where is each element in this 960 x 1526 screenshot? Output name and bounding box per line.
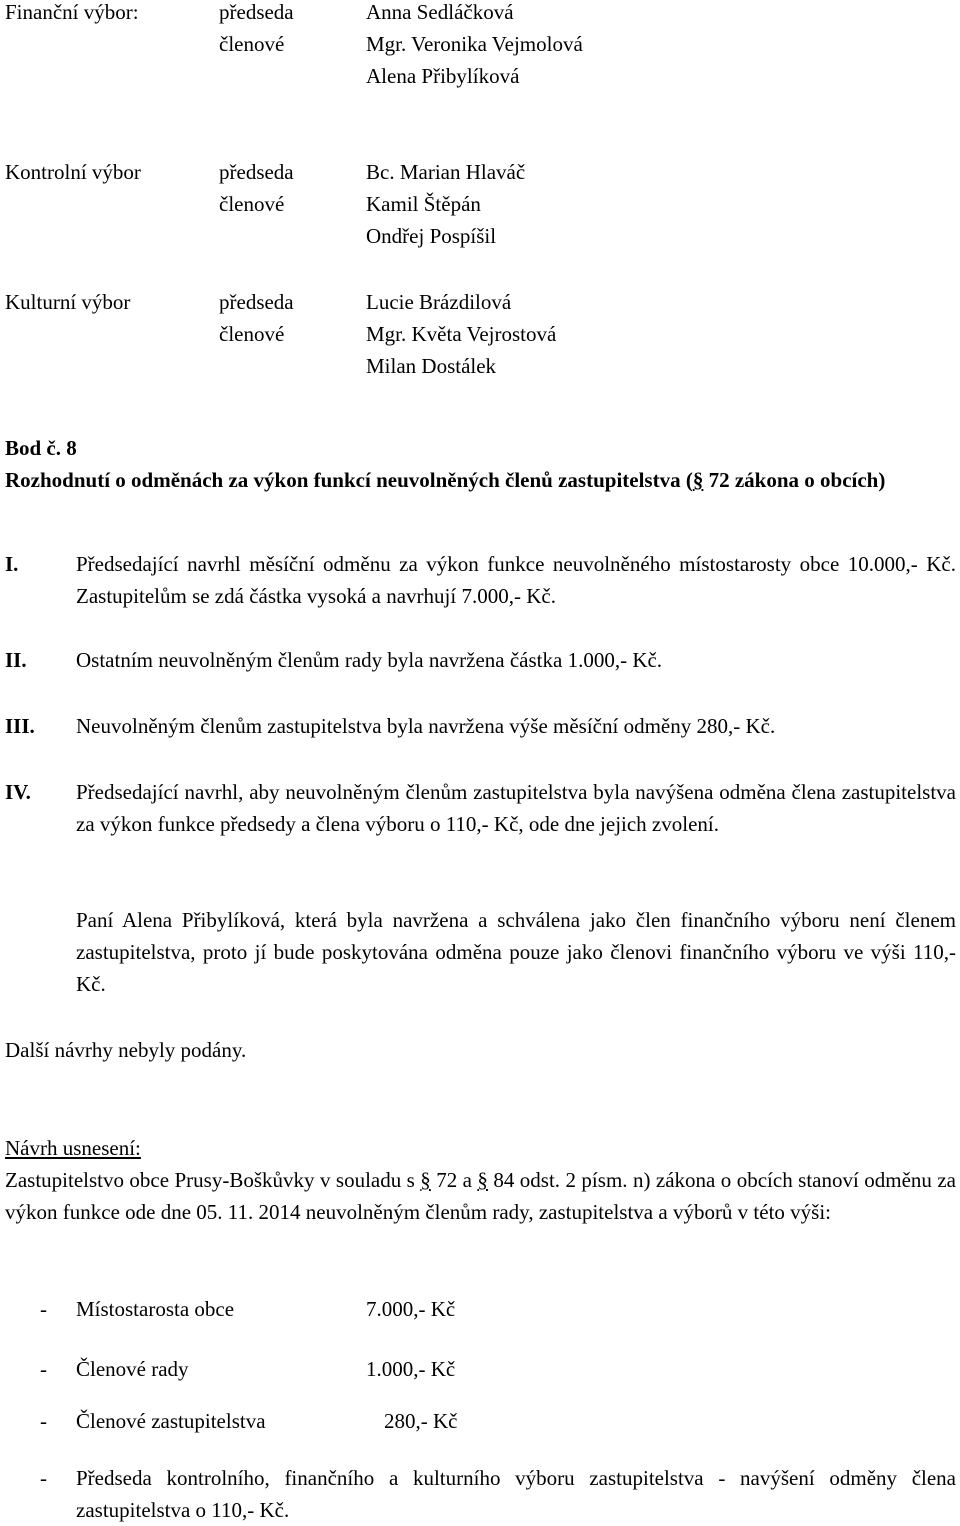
members-role: členové — [219, 192, 285, 216]
item-value: 7.000,- Kč — [366, 1297, 456, 1321]
section-sign: § — [420, 1168, 431, 1192]
bod-title-part1: Rozhodnutí o odměnách za výkon funkcí neuvolněných členů zastupitelstva ( — [5, 468, 693, 492]
item-dash: - — [40, 1357, 47, 1381]
chair-name: Anna Sedláčková — [366, 0, 514, 24]
member-name: Ondřej Pospíšil — [366, 224, 497, 248]
section-sign: § — [692, 468, 704, 492]
chair-role: předseda — [219, 160, 294, 184]
point-text: Neuvolněným členům zastupitelstva byla navržena výše měsíční odměny 280,- Kč. — [76, 714, 776, 738]
point-text: Předsedající navrhl, aby neuvolněným členům zastupitelstva byla navýšena odměna člena zastupitelstva za výkon funkce předsedy a člena výboru o 110,- Kč, ode dne jejich zvolení. — [76, 780, 956, 836]
point-number: III. — [5, 714, 35, 738]
member-name: Alena Přibylíková — [366, 64, 520, 88]
item-label: Předseda kontrolního, finančního a kulturního výboru zastupitelstva - navýšení odměny člena zastupitelstva o 110,- Kč. — [76, 1466, 956, 1522]
item-value: 280,- Kč — [384, 1409, 458, 1433]
item-dash: - — [40, 1466, 47, 1490]
member-name: Mgr. Květa Vejrostová — [366, 322, 557, 346]
item-dash: - — [40, 1409, 47, 1433]
chair-name: Bc. Marian Hlaváč — [366, 160, 526, 184]
resolution-text-part3: 84 odst. 2 písm. n) zákona o obcích stanoví odměnu za výkon funkce ode dne 05. 11. 2014 neuvolněným členům rady, zastupitelstva a výborů v této výši: — [5, 1168, 956, 1224]
members-role: členové — [219, 322, 285, 346]
members-role: členové — [219, 32, 285, 56]
bod-number: Bod č. 8 — [5, 436, 77, 460]
member-name: Kamil Štěpán — [366, 192, 481, 216]
item-dash: - — [40, 1297, 47, 1321]
section-sign: § — [477, 1168, 488, 1192]
item-label: Místostarosta obce — [76, 1297, 235, 1321]
point-number: I. — [5, 552, 19, 576]
resolution-heading: Návrh usnesení: — [5, 1136, 141, 1160]
member-name: Mgr. Veronika Vejmolová — [366, 32, 583, 56]
note-paragraph: Paní Alena Přibylíková, která byla navržena a schválena jako člen finančního výboru není členem zastupitelstva, proto jí bude poskytována odměna pouze jako členovi finančního výboru ve výši 110,- Kč. — [76, 908, 956, 996]
member-name: Milan Dostálek — [366, 354, 497, 378]
chair-role: předseda — [219, 290, 294, 314]
committee-name: Kulturní výbor — [5, 290, 131, 314]
point-number: II. — [5, 648, 27, 672]
chair-role: předseda — [219, 0, 294, 24]
item-label: Členové zastupitelstva — [76, 1409, 266, 1433]
point-text: Předsedající navrhl měsíční odměnu za výkon funkce neuvolněného místostarosty obce 10.000,- Kč. Zastupitelům se zdá částka vysoká a navrhují 7.000,- Kč. — [76, 552, 956, 608]
item-label: Členové rady — [76, 1357, 189, 1381]
bod-title — [5, 464, 956, 496]
no-more-proposals: Další návrhy nebyly podány. — [5, 1038, 247, 1062]
committee-name: Finanční výbor: — [5, 0, 139, 24]
resolution-text-part2: 72 a — [430, 1168, 478, 1192]
point-number: IV. — [5, 780, 31, 804]
point-text: Ostatním neuvolněným členům rady byla navržena částka 1.000,- Kč. — [76, 648, 663, 672]
resolution-text — [5, 1164, 956, 1228]
resolution-text-part1: Zastupitelstvo obce Prusy-Boškůvky v souladu s — [5, 1168, 421, 1192]
item-value: 1.000,- Kč — [366, 1357, 456, 1381]
chair-name: Lucie Brázdilová — [366, 290, 512, 314]
committee-name: Kontrolní výbor — [5, 160, 141, 184]
bod-title-part2: 72 zákona o obcích) — [703, 468, 886, 492]
